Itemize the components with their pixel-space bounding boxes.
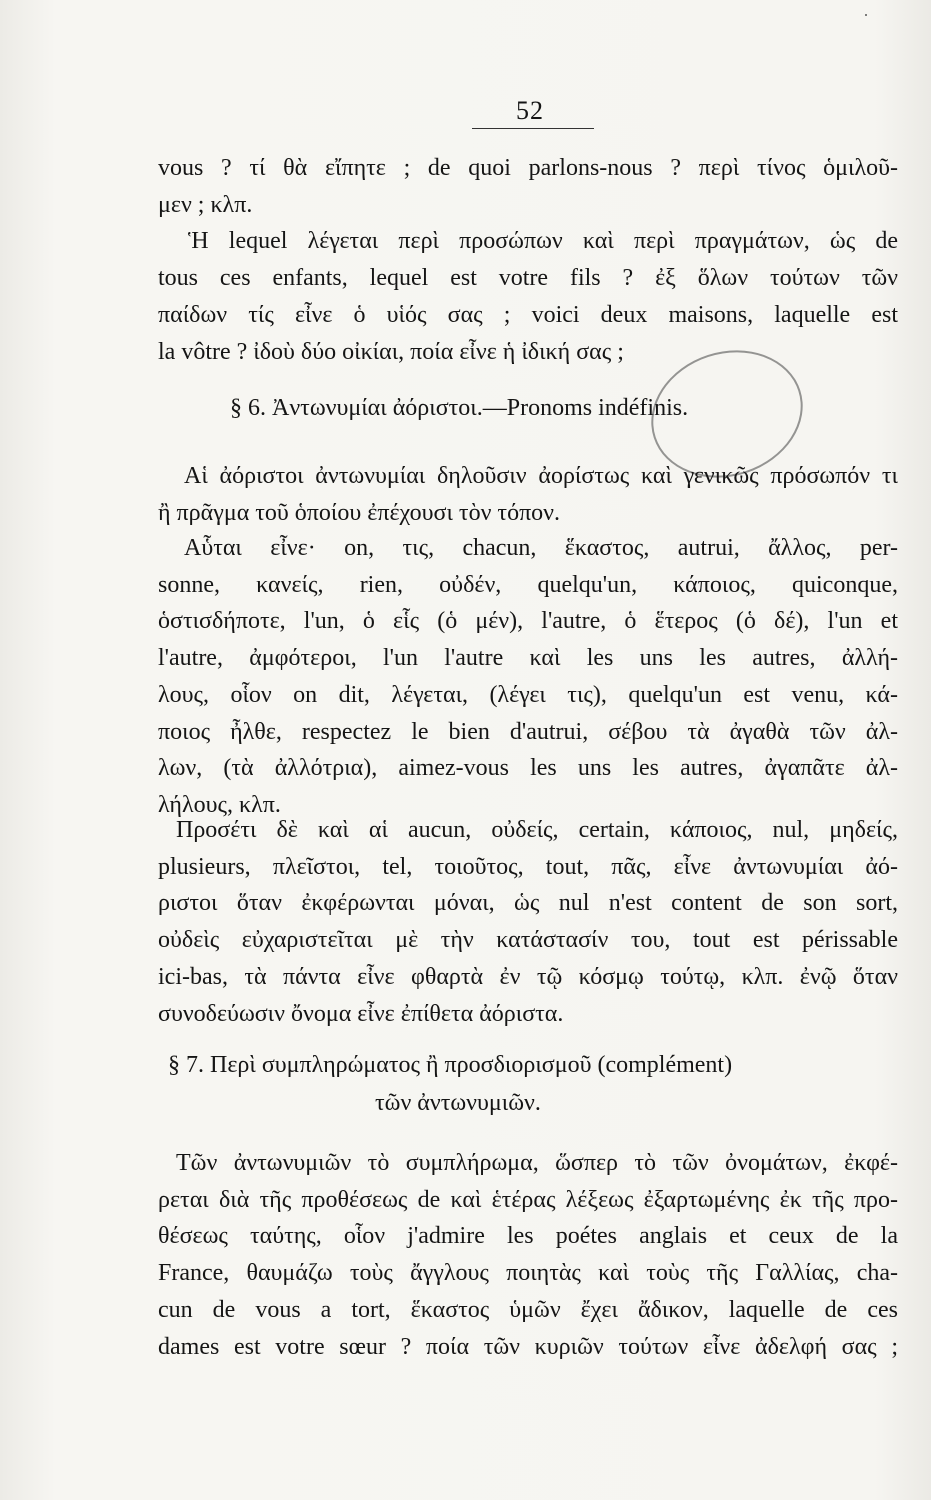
text-line: Τῶν ἀντωνυμιῶν τὸ συμπλήρωμα, ὥσπερ τὸ τῶν ὀνομάτων, ἐκφέ- xyxy=(176,1150,898,1176)
text-line: tous ces enfants, lequel est votre fils ? ἐξ ὅλων τούτων τῶν xyxy=(158,265,898,292)
section-7-heading-line-2: τῶν ἀντωνυμιῶν. xyxy=(375,1090,541,1116)
text-line: ριστοι ὅταν ἐκφέρωνται μόναι, ὡς nul n'est content de son sort, xyxy=(158,890,898,917)
text-line: France, θαυμάζω τοὺς ἄγγλους ποιητὰς καὶ τοὺς τῆς Γαλλίας, cha- xyxy=(158,1260,898,1287)
text-line: sonne, κανείς, rien, οὐδέν, quelqu'un, κάποιος, quiconque, xyxy=(158,571,898,598)
paragraph-1 xyxy=(158,150,898,370)
text-line: vous ? τί θὰ εἴπητε ; de quoi parlons-nous ? περὶ τίνος ὁμιλοῦ- xyxy=(158,155,898,181)
paragraph-4 xyxy=(158,812,898,1032)
page-number: 52 xyxy=(516,96,544,125)
text-line: la vôtre ? ἰδοὺ δύο οἰκίαι, ποία εἶνε ἡ ἰδική σας ; xyxy=(158,338,624,365)
text-line: Αὗται εἶνε· on, τις, chacun, ἕκαστος, autrui, ἄλλος, per- xyxy=(184,535,898,561)
text-line: οὐδεὶς εὐχαριστεῖται μὲ τὴν κατάστασίν του, tout est périssable xyxy=(158,927,898,954)
section-6-heading: § 6. Ἀντωνυμίαι ἀόριστοι.—Pronoms indéfinis. xyxy=(230,395,689,421)
text-line: λους, οἷον on dit, λέγεται, (λέγει τις), quelqu'un est venu, κά- xyxy=(158,681,898,708)
paragraph-3 xyxy=(158,530,898,824)
header-rule xyxy=(472,128,594,129)
text-line: plusieurs, πλεῖστοι, tel, τοιοῦτος, tout, πᾶς, εἶνε ἀντωνυμίαι ἀό- xyxy=(158,853,898,880)
text-line: l'autre, ἀμφότεροι, l'un l'autre καὶ les uns les autres, ἀλλή- xyxy=(158,645,898,672)
text-line: λων, (τὰ ἀλλότρια), aimez-vous les uns les autres, ἀγαπᾶτε ἀλ- xyxy=(158,755,898,782)
text-line: cun de vous a tort, ἕκαστος ὑμῶν ἔχει ἄδικον, laquelle de ces xyxy=(158,1296,898,1323)
text-line: ρεται διὰ τῆς προθέσεως de καὶ ἑτέρας λέξεως ἐξαρτωμένης ἐκ τῆς προ- xyxy=(158,1186,898,1213)
text-line: ποιος ἦλθε, respectez le bien d'autrui, σέβου τὰ ἀγαθὰ τῶν ἀλ- xyxy=(158,718,898,745)
text-line: ici-bas, τὰ πάντα εἶνε φθαρτὰ ἐν τῷ κόσμῳ τούτῳ, κλπ. ἐνῷ ὅταν xyxy=(158,963,898,990)
text-line: Ἡ lequel λέγεται περὶ προσώπων καὶ περὶ πραγμάτων, ὡς de xyxy=(188,228,898,255)
text-line: Αἱ ἀόριστοι ἀντωνυμίαι δηλοῦσιν ἀορίστως καὶ γενικῶς πρόσωπόν τι xyxy=(184,463,898,489)
text-line: παίδων τίς εἶνε ὁ υἱός σας ; voici deux maisons, laquelle est xyxy=(158,301,898,328)
paragraph-2 xyxy=(158,458,898,531)
speck xyxy=(865,14,867,16)
text-line: συνοδεύωσιν ὄνομα εἶνε ἐπίθετα ἀόριστα. xyxy=(158,1000,564,1027)
paragraph-5 xyxy=(158,1145,898,1365)
text-line: ὁστισδήποτε, l'un, ὁ εἷς (ὁ μέν), l'autre, ὁ ἕτερος (ὁ δέ), l'un et xyxy=(158,608,898,635)
text-line: μεν ; κλπ. xyxy=(158,191,253,218)
text-line: ἢ πρᾶγμα τοῦ ὁποίου ἐπέχουσι τὸν τόπον. xyxy=(158,499,561,526)
text-line: θέσεως ταύτης, οἷον j'admire les poétes anglais et ceux de la xyxy=(158,1223,898,1250)
section-7-heading: § 7. Περὶ συμπληρώματος ἢ προσδιορισμοῦ (complément) xyxy=(168,1052,733,1078)
text-line: Προσέτι δὲ καὶ αἱ aucun, οὐδείς, certain, κάποιος, nul, μηδείς, xyxy=(176,817,899,843)
text-line: dames est votre sœur ? ποία τῶν κυριῶν τούτων εἶνε ἀδελφή σας ; xyxy=(158,1333,898,1360)
text-line: λήλους, κλπ. xyxy=(158,791,281,818)
